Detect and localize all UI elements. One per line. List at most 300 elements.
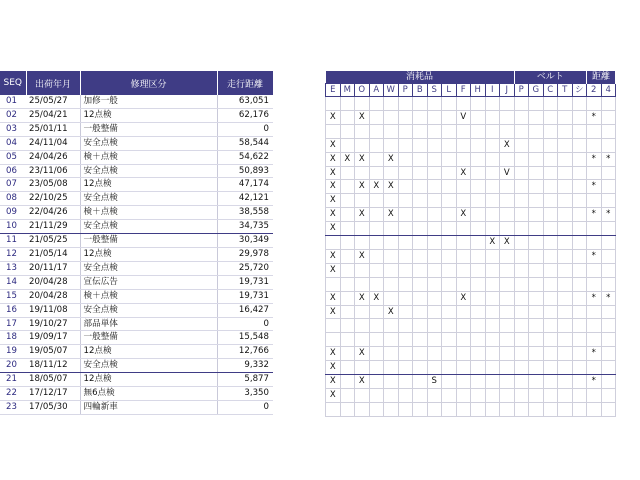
grid-cell: * [601, 152, 616, 166]
grid-cell: X [355, 249, 370, 263]
grid-cell [543, 138, 558, 152]
table-row[interactable] [0, 275, 273, 289]
grid-cell [384, 97, 399, 111]
grid-cell [514, 347, 529, 361]
grid-cell [369, 319, 384, 333]
grid-cell [514, 249, 529, 263]
grid-row [326, 319, 616, 333]
grid-cell [471, 277, 486, 291]
grid-cell [398, 277, 413, 291]
grid-cell [587, 305, 602, 319]
grid-cell: X [485, 236, 500, 250]
grid-cell [456, 347, 471, 361]
grid-cell: X [355, 291, 370, 305]
grid-cell: X [500, 138, 515, 152]
grid-cell [398, 166, 413, 180]
grid-cell [442, 110, 457, 124]
cell-seq: 14 [0, 275, 26, 289]
table-row[interactable] [0, 164, 273, 178]
history-table [0, 71, 274, 415]
grid-cell [427, 347, 442, 361]
grid-cell [529, 402, 544, 416]
grid-cell [500, 110, 515, 124]
grid-cell: * [601, 208, 616, 222]
grid-cell [601, 222, 616, 236]
table-row[interactable] [0, 234, 273, 248]
grid-cell [369, 263, 384, 277]
grid-cell [601, 110, 616, 124]
table-row[interactable] [0, 206, 273, 220]
grid-cell: X [326, 180, 341, 194]
grid-cell [471, 319, 486, 333]
grid-cell [543, 388, 558, 402]
table-row[interactable] [0, 192, 273, 206]
grid-column-header: G [529, 84, 544, 97]
grid-cell [543, 166, 558, 180]
grid-cell [529, 319, 544, 333]
grid-cell [413, 138, 428, 152]
grid-cell [471, 333, 486, 347]
table-row[interactable] [0, 331, 273, 345]
cell-distance: 42,121 [217, 192, 273, 206]
grid-cell: * [587, 347, 602, 361]
grid-cell [601, 347, 616, 361]
grid-cell [601, 249, 616, 263]
grid-cell [456, 249, 471, 263]
grid-cell [413, 402, 428, 416]
grid-cell [413, 124, 428, 138]
cell-category: 12点検 [80, 345, 217, 359]
cell-seq: 04 [0, 136, 26, 150]
grid-cell: * [587, 208, 602, 222]
grid-cell [355, 138, 370, 152]
table-row[interactable] [0, 178, 273, 192]
grid-cell [558, 236, 573, 250]
grid-cell [340, 388, 355, 402]
grid-cell [340, 249, 355, 263]
grid-cell [369, 222, 384, 236]
grid-cell [456, 277, 471, 291]
grid-cell [471, 249, 486, 263]
grid-cell [442, 236, 457, 250]
grid-cell [529, 361, 544, 375]
grid-cell [587, 263, 602, 277]
cell-date: 20/04/28 [26, 275, 80, 289]
grid-cell [413, 277, 428, 291]
table-row[interactable] [0, 387, 273, 401]
grid-row [326, 180, 616, 194]
grid-cell [456, 361, 471, 375]
grid-column-header: S [427, 84, 442, 97]
table-row[interactable] [0, 303, 273, 317]
grid-cell: * [587, 291, 602, 305]
grid-cell [413, 375, 428, 389]
cell-seq: 03 [0, 122, 26, 136]
grid-cell [558, 124, 573, 138]
grid-cell: X [340, 152, 355, 166]
grid-cell [601, 166, 616, 180]
grid-cell [355, 277, 370, 291]
grid-cell: X [326, 305, 341, 319]
grid-cell [413, 236, 428, 250]
grid-cell [427, 263, 442, 277]
grid-cell [500, 249, 515, 263]
grid-row [326, 222, 616, 236]
grid-cell [384, 375, 399, 389]
grid-cell [543, 110, 558, 124]
grid-cell [456, 138, 471, 152]
table-row[interactable] [0, 220, 273, 234]
grid-cell [601, 375, 616, 389]
cell-date: 19/09/17 [26, 331, 80, 345]
grid-cell [558, 291, 573, 305]
cell-date: 18/05/07 [26, 373, 80, 387]
grid-cell [572, 124, 587, 138]
grid-cell: X [326, 208, 341, 222]
grid-cell [442, 305, 457, 319]
grid-cell [384, 263, 399, 277]
grid-cell [529, 124, 544, 138]
grid-cell [529, 194, 544, 208]
grid-cell [558, 97, 573, 111]
grid-cell [384, 110, 399, 124]
grid-cell: X [326, 291, 341, 305]
grid-cell [572, 180, 587, 194]
grid-cell [500, 180, 515, 194]
grid-cell: X [326, 152, 341, 166]
grid-cell [514, 361, 529, 375]
grid-cell [427, 180, 442, 194]
grid-cell [572, 166, 587, 180]
grid-cell [340, 291, 355, 305]
grid-cell: X [500, 236, 515, 250]
grid-cell [413, 208, 428, 222]
grid-cell [529, 222, 544, 236]
cell-distance: 62,176 [217, 108, 273, 122]
grid-cell [485, 305, 500, 319]
grid-cell [543, 361, 558, 375]
cell-date: 18/11/12 [26, 359, 80, 373]
grid-cell [514, 236, 529, 250]
grid-cell [471, 222, 486, 236]
grid-cell [558, 333, 573, 347]
grid-cell [427, 152, 442, 166]
cell-date: 24/04/26 [26, 150, 80, 164]
grid-cell [442, 333, 457, 347]
grid-cell [485, 249, 500, 263]
grid-cell [471, 347, 486, 361]
cell-date: 19/10/27 [26, 317, 80, 331]
cell-seq: 19 [0, 345, 26, 359]
grid-cell [514, 305, 529, 319]
table-row[interactable] [0, 345, 273, 359]
cell-distance: 47,174 [217, 178, 273, 192]
cell-category: 検＋点検 [80, 289, 217, 303]
cell-category: 12点検 [80, 108, 217, 122]
grid-cell [427, 361, 442, 375]
grid-cell [543, 236, 558, 250]
grid-cell [340, 97, 355, 111]
cell-category: 安全点検 [80, 164, 217, 178]
grid-cell [398, 194, 413, 208]
grid-cell [514, 375, 529, 389]
grid-cell [587, 361, 602, 375]
grid-cell [500, 402, 515, 416]
grid-cell [471, 263, 486, 277]
grid-cell [514, 152, 529, 166]
grid-cell [340, 110, 355, 124]
grid-cell [456, 97, 471, 111]
cell-date: 22/04/26 [26, 206, 80, 220]
grid-cell [529, 305, 544, 319]
grid-cell [355, 222, 370, 236]
grid-cell [543, 402, 558, 416]
grid-cell [601, 236, 616, 250]
table-row[interactable] [0, 400, 273, 414]
grid-cell [572, 263, 587, 277]
grid-cell [485, 97, 500, 111]
grid-cell [471, 194, 486, 208]
grid-cell [572, 152, 587, 166]
grid-cell [340, 222, 355, 236]
grid-cell [558, 319, 573, 333]
cell-distance: 16,427 [217, 303, 273, 317]
table-row[interactable] [0, 247, 273, 261]
table-row[interactable] [0, 136, 273, 150]
table-row[interactable] [0, 317, 273, 331]
grid-cell [601, 402, 616, 416]
grid-cell [485, 180, 500, 194]
grid-cell [384, 194, 399, 208]
grid-cell [543, 291, 558, 305]
grid-cell [471, 124, 486, 138]
grid-cell [427, 291, 442, 305]
grid-cell [514, 319, 529, 333]
grid-cell [587, 138, 602, 152]
cell-date: 21/05/25 [26, 234, 80, 248]
grid-cell [355, 402, 370, 416]
cell-category: 宣伝広告 [80, 275, 217, 289]
cell-date: 20/04/28 [26, 289, 80, 303]
table-row[interactable] [0, 150, 273, 164]
grid-column-header: C [543, 84, 558, 97]
cell-date: 20/11/17 [26, 261, 80, 275]
grid-cell [369, 194, 384, 208]
grid-cell [558, 166, 573, 180]
grid-cell [340, 347, 355, 361]
grid-cell [369, 97, 384, 111]
grid-cell [587, 388, 602, 402]
grid-cell [514, 222, 529, 236]
grid-cell [572, 236, 587, 250]
grid-cell [427, 124, 442, 138]
grid-cell [456, 263, 471, 277]
grid-cell [500, 347, 515, 361]
grid-cell [398, 97, 413, 111]
grid-cell: X [326, 361, 341, 375]
cell-distance: 19,731 [217, 289, 273, 303]
grid-cell [485, 333, 500, 347]
grid-cell [340, 333, 355, 347]
grid-cell [340, 138, 355, 152]
grid-cell [340, 402, 355, 416]
grid-column-header: A [369, 84, 384, 97]
grid-cell [514, 166, 529, 180]
cell-seq: 20 [0, 359, 26, 373]
grid-cell [485, 347, 500, 361]
grid-cell: * [587, 152, 602, 166]
grid-cell [543, 152, 558, 166]
grid-cell [529, 138, 544, 152]
grid-cell [601, 305, 616, 319]
grid-cell [572, 361, 587, 375]
grid-column-header: P [514, 84, 529, 97]
cell-date: 25/01/11 [26, 122, 80, 136]
grid-cell [601, 194, 616, 208]
cell-date: 21/11/29 [26, 220, 80, 234]
table-row[interactable] [0, 289, 273, 303]
grid-cell [572, 97, 587, 111]
grid-cell [413, 291, 428, 305]
grid-cell: X [326, 249, 341, 263]
grid-cell [398, 388, 413, 402]
table-row[interactable] [0, 373, 273, 387]
grid-row [326, 388, 616, 402]
grid-cell [398, 222, 413, 236]
grid-cell [326, 236, 341, 250]
table-row[interactable] [0, 359, 273, 373]
grid-cell [384, 361, 399, 375]
grid-cell [529, 152, 544, 166]
table-row[interactable] [0, 122, 273, 136]
grid-column-header: F [456, 84, 471, 97]
grid-cell [572, 222, 587, 236]
grid-cell [340, 375, 355, 389]
grid-cell: X [326, 263, 341, 277]
cell-seq: 05 [0, 150, 26, 164]
grid-cell [471, 388, 486, 402]
grid-cell [427, 97, 442, 111]
grid-cell [543, 180, 558, 194]
grid-cell [413, 152, 428, 166]
cell-distance: 3,350 [217, 387, 273, 401]
grid-cell: X [326, 375, 341, 389]
grid-cell [442, 166, 457, 180]
grid-cell [558, 222, 573, 236]
grid-cell [514, 110, 529, 124]
grid-cell [427, 194, 442, 208]
table-row[interactable] [0, 95, 273, 108]
grid-cell [384, 388, 399, 402]
cell-distance: 50,893 [217, 164, 273, 178]
grid-cell [398, 208, 413, 222]
grid-cell [558, 263, 573, 277]
grid-cell [427, 138, 442, 152]
grid-cell: X [384, 305, 399, 319]
grid-row [326, 110, 616, 124]
cell-category: 検＋点検 [80, 150, 217, 164]
grid-cell [369, 249, 384, 263]
table-row[interactable] [0, 108, 273, 122]
grid-cell [529, 208, 544, 222]
grid-row [326, 347, 616, 361]
cell-seq: 23 [0, 400, 26, 414]
grid-cell [427, 277, 442, 291]
cell-category: 無6点検 [80, 387, 217, 401]
grid-cell [514, 208, 529, 222]
grid-cell [601, 333, 616, 347]
grid-cell [442, 277, 457, 291]
grid-row [326, 138, 616, 152]
grid-cell [456, 319, 471, 333]
grid-cell [413, 305, 428, 319]
cell-date: 17/05/30 [26, 400, 80, 414]
grid-cell [471, 152, 486, 166]
grid-cell [601, 124, 616, 138]
grid-cell [456, 333, 471, 347]
grid-cell [500, 208, 515, 222]
grid-cell [514, 138, 529, 152]
grid-cell [442, 291, 457, 305]
grid-cell [485, 138, 500, 152]
cell-distance: 9,332 [217, 359, 273, 373]
grid-cell [529, 110, 544, 124]
grid-cell [326, 319, 341, 333]
grid-cell [543, 305, 558, 319]
grid-cell [572, 388, 587, 402]
grid-cell [471, 180, 486, 194]
grid-row [326, 402, 616, 416]
grid-cell [456, 236, 471, 250]
grid-cell [442, 124, 457, 138]
grid-cell [427, 222, 442, 236]
grid-cell [398, 402, 413, 416]
cell-seq: 09 [0, 206, 26, 220]
grid-cell [514, 194, 529, 208]
cell-distance: 54,622 [217, 150, 273, 164]
grid-cell [485, 388, 500, 402]
grid-cell [543, 124, 558, 138]
grid-cell [485, 263, 500, 277]
grid-cell [413, 361, 428, 375]
table-row[interactable] [0, 261, 273, 275]
grid-cell [456, 152, 471, 166]
grid-cell [413, 97, 428, 111]
grid-cell [384, 291, 399, 305]
cell-seq: 10 [0, 220, 26, 234]
grid-cell [587, 194, 602, 208]
grid-cell [543, 375, 558, 389]
cell-distance: 0 [217, 122, 273, 136]
cell-seq: 15 [0, 289, 26, 303]
grid-cell [427, 110, 442, 124]
grid-cell [529, 333, 544, 347]
grid-cell [572, 402, 587, 416]
cell-seq: 22 [0, 387, 26, 401]
distance-group-header: 距離 [587, 71, 616, 84]
grid-cell [442, 361, 457, 375]
grid-cell [326, 333, 341, 347]
grid-cell [558, 375, 573, 389]
cell-category: 12点検 [80, 247, 217, 261]
cell-date: 17/12/17 [26, 387, 80, 401]
grid-cell [355, 361, 370, 375]
grid-cell: X [326, 347, 341, 361]
cell-date: 25/05/27 [26, 95, 80, 108]
cell-seq: 13 [0, 261, 26, 275]
grid-cell [529, 347, 544, 361]
grid-cell [384, 138, 399, 152]
